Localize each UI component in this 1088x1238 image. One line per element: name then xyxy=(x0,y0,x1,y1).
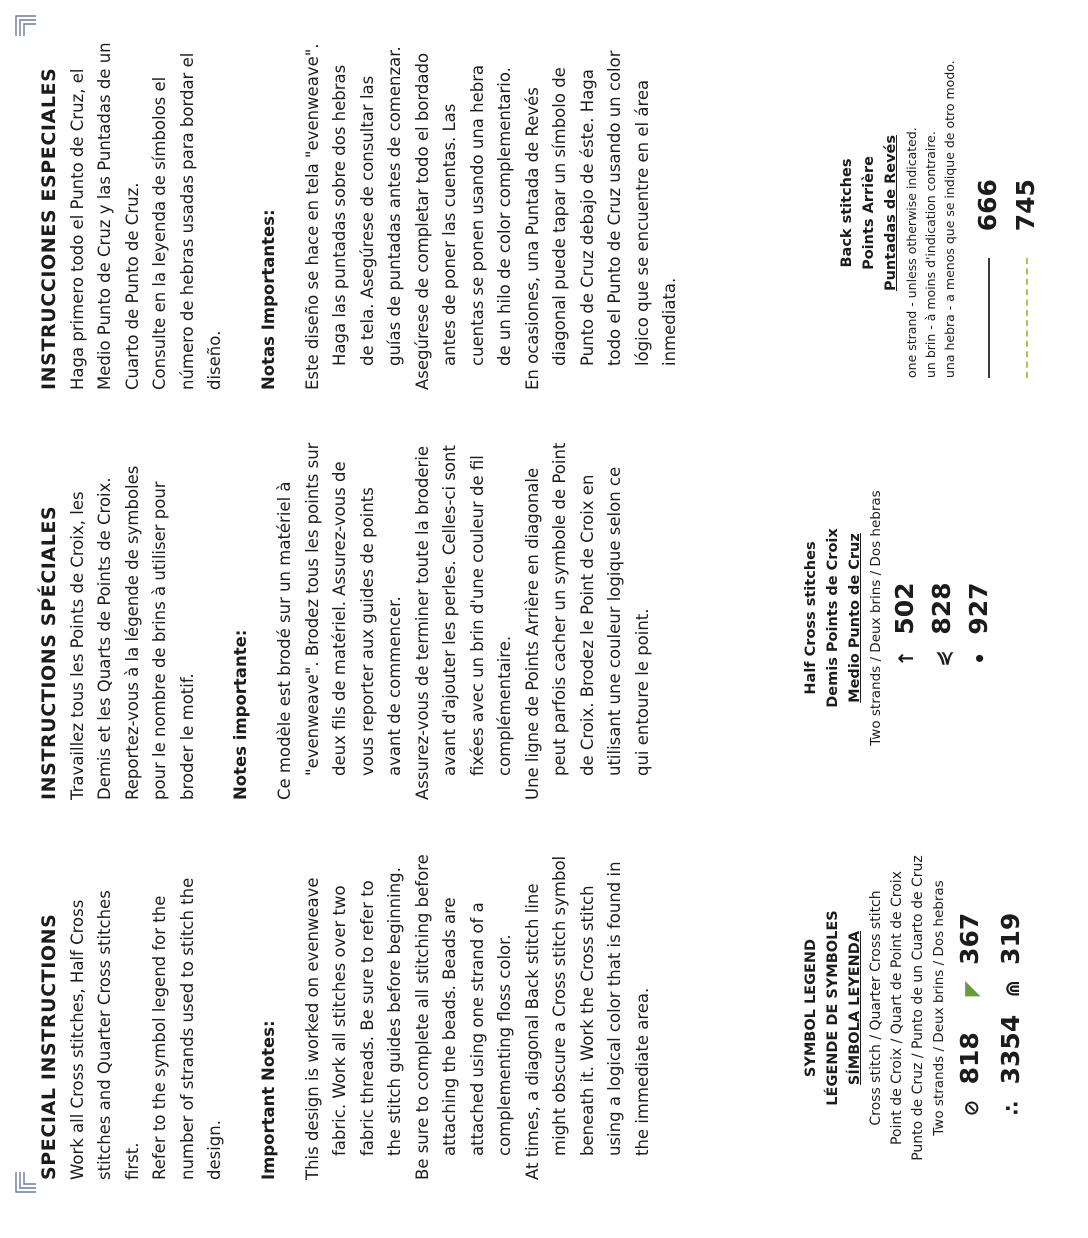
legend-strands: Two strands / Deux brins / Dos hebras xyxy=(931,880,947,1136)
symbol-icon: ◤ xyxy=(959,980,983,997)
english-note: Be sure to complete all stitching before attaching the beads. Beads are attached using one strand of a complementing floss color. xyxy=(412,854,514,1180)
floss-number: 319 xyxy=(996,912,1025,965)
english-note: At times, a diagonal Back stitch line might obscure a Cross stitch symbol beneath it. Work the Cross stitch using a logical color that is found in the immediate area. xyxy=(522,855,652,1180)
back-row xyxy=(1007,48,1045,378)
legend-stitch-type: Cross stitch / Quarter Cross stitch xyxy=(868,890,884,1126)
half-strands: Two strands / Deux brins / Dos hebras xyxy=(868,490,884,746)
half-title: Medio Punto de Cruz xyxy=(847,533,863,703)
half-title: Half Cross stitches xyxy=(803,541,819,695)
french-note: Ce modèle est brodé sur un matériel à "evenweave". Brodez tous les points sur deux fils de matériel. Assurez-vous de vous reporter aux guides de points avant de commencer. xyxy=(275,442,404,800)
half-row xyxy=(961,438,998,798)
back-stitch-legend xyxy=(836,48,1045,378)
spanish-note: Este diseño se hace en tela "evenweave". Haga las puntadas sobre dos hebras de tela. Asegúrese de consultar las guías de puntadas antes de comenzar. xyxy=(302,43,404,390)
floss-number: 927 xyxy=(964,582,993,635)
english-notes-title: Important Notes: xyxy=(258,1020,278,1180)
english-paragraph: Work all Cross stitches, Half Cross stitches and Quarter Cross stitches first. xyxy=(67,890,142,1180)
spanish-title: INSTRUCCIONES ESPECIALES xyxy=(38,67,60,390)
english-note: This design is worked on evenweave fabric. Work all stitches over two fabric threads. Be sure to refer to the stitch guides before beginning. xyxy=(302,867,404,1180)
legend-stitch-type: Punto de Cruz / Punto de un Cuarto de Cruz xyxy=(910,855,926,1161)
french-title: INSTRUCTIONS SPÉCIALES xyxy=(38,505,60,800)
french-paragraph: Travaillez tous les Points de Croix, les Demis et les Quarts de Points de Croix. xyxy=(67,477,114,800)
french-note: Assurez-vous de terminer toute la broderie avant d'ajouter les perles. Celles-ci sont fixées avec un brin d'une couleur de fil complémentaire. xyxy=(412,445,514,800)
floss-number: 745 xyxy=(1011,179,1040,232)
dashed-line-icon xyxy=(1026,258,1028,378)
half-cross-legend xyxy=(800,438,998,798)
back-strands: un brin - à moins d'indication contraire. xyxy=(923,131,938,378)
back-title: Points Arrière xyxy=(861,156,877,270)
spanish-paragraph: Haga primero todo el Punto de Cruz, el Medio Punto de Cruz y las Puntadas de un Cuarto de Punto de Cruz. xyxy=(67,42,142,390)
spanish-note: En ocasiones, una Puntada de Revés diagonal puede tapar un símbolo de Punto de Cruz debajo de éste. Haga todo el Punto de Cruz usando un color lógico que se encuentre en el área inmediata. xyxy=(522,50,679,390)
symbol-icon: ⋞ xyxy=(931,649,955,667)
half-row xyxy=(924,438,961,798)
floss-number: 828 xyxy=(927,582,956,635)
symbol-icon: ⊘ xyxy=(959,1099,983,1117)
french-column xyxy=(36,440,656,800)
symbol-icon: ↑ xyxy=(894,649,918,667)
legend-title: SÍMBOLA LEYENDA xyxy=(847,930,863,1086)
french-note: Une ligne de Points Arrière en diagonale peut parfois cacher un symbole de Point de Croix. Brodez le Point de Croix en utilisant une couleur logique selon ce qui entoure le point. xyxy=(522,442,652,800)
spanish-column xyxy=(36,40,684,390)
corner-ornament-icon xyxy=(14,14,38,38)
back-row xyxy=(969,48,1007,378)
legend-title: LÉGENDE DE SYMBOLES xyxy=(825,910,841,1106)
french-notes-title: Notes importante: xyxy=(231,629,250,800)
corner-ornament-icon xyxy=(14,1170,38,1194)
floss-number: 3354 xyxy=(996,1014,1025,1085)
legend-stitch-type: Point de Croix / Quart de Point de Croix xyxy=(889,871,905,1145)
back-strands: una hebra - a menos que se indique de otro modo. xyxy=(942,60,957,378)
half-title: Demis Points de Croix xyxy=(825,528,841,708)
spanish-note: Asegúrese de completar todo el bordado antes de poner las cuentas. Las cuentas se ponen usando una hebra de un hilo de color complementario. xyxy=(412,52,514,390)
back-title: Back stitches xyxy=(839,158,855,268)
legend-row xyxy=(950,818,991,1198)
english-column xyxy=(36,850,656,1180)
legend-title: SYMBOL LEGEND xyxy=(803,938,819,1078)
half-row xyxy=(887,438,924,798)
floss-number: 666 xyxy=(973,179,1002,232)
english-paragraph: Refer to the symbol legend for the number of strands used to stitch the design. xyxy=(150,877,224,1180)
symbol-icon: ∴ xyxy=(1000,1101,1024,1116)
back-title: Puntadas de Revés xyxy=(883,135,899,292)
floss-number: 502 xyxy=(890,582,919,635)
back-strands: one strand - unless otherwise indicated. xyxy=(904,127,919,378)
floss-number: 818 xyxy=(955,1032,984,1085)
french-paragraph: Reportez-vous à la légende de symboles pour le nombre de brins à utiliser pour broder le motif. xyxy=(122,465,197,800)
spanish-paragraph: Consulte en la leyenda de símbolos el número de hebras usadas para bordar el diseño. xyxy=(150,52,224,390)
english-title: SPECIAL INSTRUCTIONS xyxy=(38,913,60,1180)
floss-number: 367 xyxy=(955,912,984,965)
spanish-notes-title: Notas Importantes: xyxy=(258,209,278,390)
symbol-icon: ⋒ xyxy=(1000,980,1024,998)
legend-row xyxy=(991,818,1032,1198)
symbol-icon: • xyxy=(968,651,992,665)
symbol-legend xyxy=(800,818,1032,1198)
solid-line-icon xyxy=(988,258,990,378)
